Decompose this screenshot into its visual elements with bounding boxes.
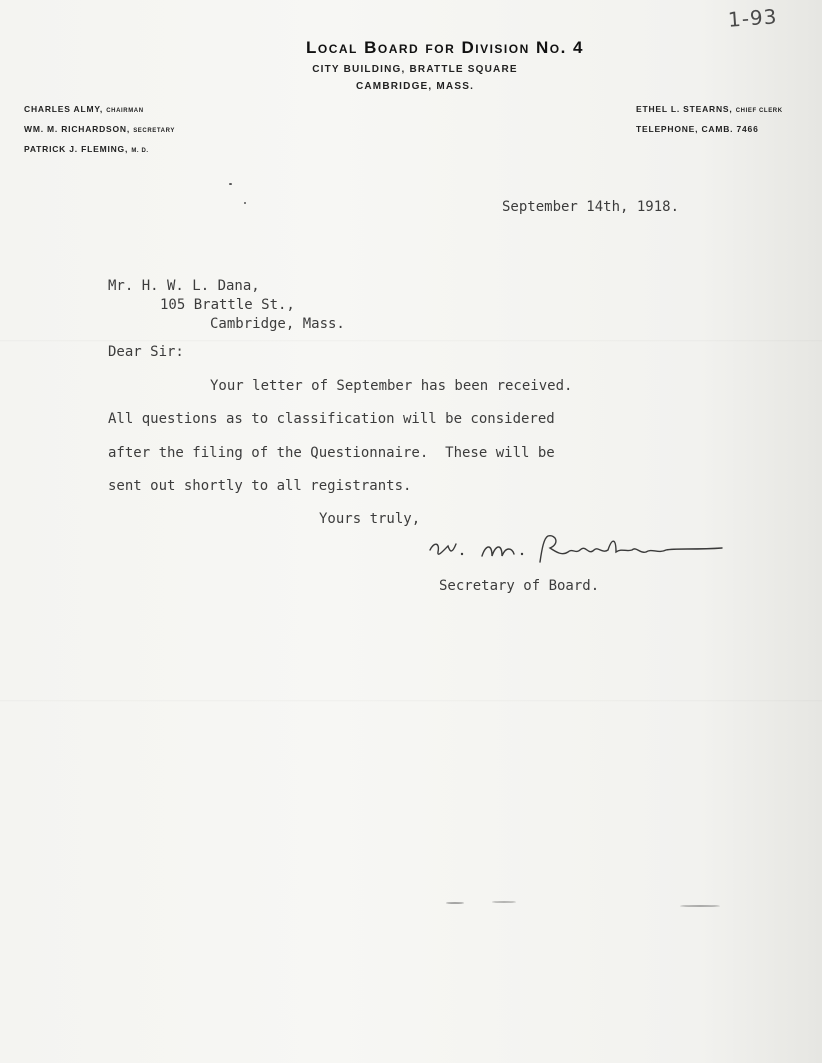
letterhead-address-line1: CITY BUILDING, BRATTLE SQUARE bbox=[312, 64, 518, 75]
letterhead-address-line2: CAMBRIDGE, MASS. bbox=[355, 81, 475, 92]
handwritten-signature bbox=[426, 530, 736, 570]
body-line: sent out shortly to all registrants. bbox=[108, 478, 412, 494]
paper-speck bbox=[244, 202, 246, 204]
officer-name: ETHEL L. STEARNS, bbox=[636, 104, 733, 114]
officer-entry bbox=[636, 100, 783, 120]
telephone-entry bbox=[636, 120, 783, 138]
officer-role: CHAIRMAN bbox=[106, 108, 144, 114]
paper-speck bbox=[229, 183, 232, 185]
officers-left bbox=[24, 100, 175, 160]
officer-name: PATRICK J. FLEMING, bbox=[24, 144, 129, 154]
officers-right bbox=[636, 100, 783, 138]
officer-role: CHIEF CLERK bbox=[735, 108, 783, 114]
officer-role: M. D. bbox=[131, 148, 149, 154]
closing: Yours truly, bbox=[319, 511, 421, 527]
officer-name: WM. M. RICHARDSON, bbox=[24, 124, 131, 134]
body-line: All questions as to classification will be considered bbox=[108, 411, 555, 427]
paper-speck bbox=[492, 901, 516, 903]
letter-date: September 14th, 1918. bbox=[502, 199, 680, 215]
officer-entry bbox=[24, 100, 175, 120]
paper-fold bbox=[0, 700, 822, 702]
salutation: Dear Sir: bbox=[108, 344, 184, 360]
officer-name: CHARLES ALMY, bbox=[24, 104, 104, 114]
recipient-name: Mr. H. W. L. Dana, bbox=[108, 278, 260, 294]
body-line: after the filing of the Questionnaire. These will be bbox=[108, 445, 555, 461]
paper-speck bbox=[680, 905, 720, 907]
recipient-city: Cambridge, Mass. bbox=[210, 316, 345, 332]
telephone-number: TELEPHONE, CAMB. 7466 bbox=[636, 124, 759, 134]
archive-number: 1-93 bbox=[727, 4, 779, 32]
paper-fold bbox=[0, 340, 822, 342]
officer-entry bbox=[24, 120, 175, 140]
body-line: Your letter of September has been received. bbox=[210, 378, 573, 394]
paper-speck bbox=[446, 902, 464, 904]
signer-title: Secretary of Board. bbox=[439, 578, 600, 594]
letterhead-title: Local Board for Division No. 4 bbox=[305, 38, 584, 57]
officer-role: SECRETARY bbox=[133, 128, 175, 134]
officer-entry bbox=[24, 140, 175, 160]
recipient-street: 105 Brattle St., bbox=[160, 297, 295, 313]
